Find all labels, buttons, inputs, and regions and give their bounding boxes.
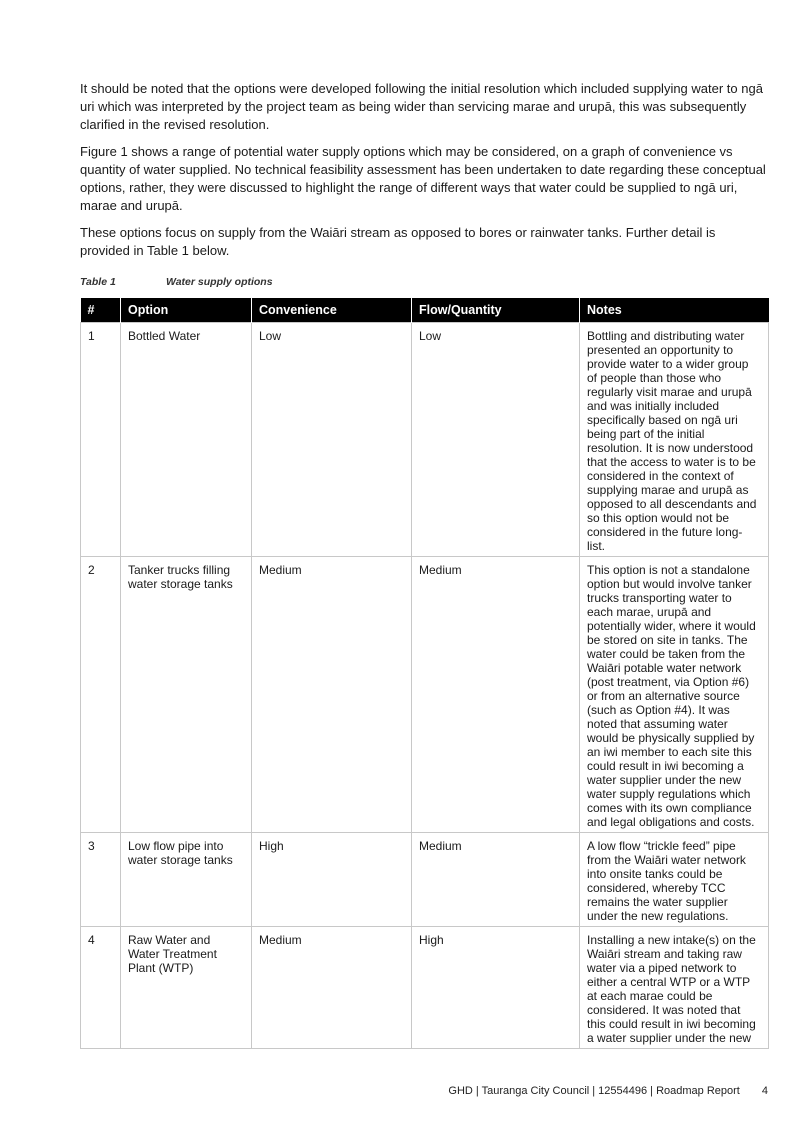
water-supply-options-table bbox=[80, 298, 769, 1049]
page-footer bbox=[448, 1085, 768, 1097]
cell-convenience: High bbox=[252, 833, 412, 927]
cell-flow: Medium bbox=[412, 557, 580, 833]
cell-option: Low flow pipe into water storage tanks bbox=[121, 833, 252, 927]
table-row bbox=[81, 557, 769, 833]
cell-option: Bottled Water bbox=[121, 323, 252, 557]
cell-number: 4 bbox=[81, 927, 121, 1049]
paragraph-2: Figure 1 shows a range of potential water supply options which may be considered, on a graph of convenience vs quantity of water supplied. No technical feasibility assessment has been undertaken to date regarding these conceptual options, rather, they were discussed to highlight the range of different ways that water could be supplied to ngā uri, marae and urupā. bbox=[80, 144, 766, 213]
cell-notes: This option is not a standalone option but would involve tanker trucks transporting water to each marae, urupā and potentially wider, where it would be stored on site in tanks. The water could be taken from the Waiāri potable water network (post treatment, via Option #6) or from an alternative source (such as Option #4). It was noted that assuming water would be physically supplied by an iwi member to each site this could result in iwi becoming a water supplier under the new water supply regulations which comes with its own compliance and legal obligations and costs. bbox=[580, 557, 769, 833]
cell-option: Raw Water and Water Treatment Plant (WTP) bbox=[121, 927, 252, 1049]
cell-flow: Medium bbox=[412, 833, 580, 927]
table-caption-number: Table 1 bbox=[80, 276, 116, 288]
paragraph-3: These options focus on supply from the Waiāri stream as opposed to bores or rainwater tanks. Further detail is provided in Table 1 below. bbox=[80, 225, 716, 258]
cell-option: Tanker trucks filling water storage tanks bbox=[121, 557, 252, 833]
cell-flow: Low bbox=[412, 323, 580, 557]
header-number: # bbox=[81, 298, 121, 323]
table-caption-title: Water supply options bbox=[166, 276, 273, 288]
table-row bbox=[81, 927, 769, 1049]
page-number: 4 bbox=[761, 1085, 768, 1097]
cell-flow: High bbox=[412, 927, 580, 1049]
cell-convenience: Medium bbox=[252, 927, 412, 1049]
table-row bbox=[81, 323, 769, 557]
cell-notes: A low flow “trickle feed” pipe from the Waiāri water network into onsite tanks could be considered, whereby TCC remains the water supplier under the new regulations. bbox=[580, 833, 769, 927]
cell-convenience: Medium bbox=[252, 557, 412, 833]
cell-number: 2 bbox=[81, 557, 121, 833]
page-content bbox=[80, 80, 768, 1049]
header-convenience: Convenience bbox=[252, 298, 412, 323]
cell-number: 3 bbox=[81, 833, 121, 927]
cell-convenience: Low bbox=[252, 323, 412, 557]
footer-text: GHD | Tauranga City Council | 12554496 | Roadmap Report bbox=[448, 1085, 740, 1097]
table-caption bbox=[80, 276, 768, 288]
header-option: Option bbox=[121, 298, 252, 323]
header-flow-quantity: Flow/Quantity bbox=[412, 298, 580, 323]
table-row bbox=[81, 833, 769, 927]
table-header-row bbox=[81, 298, 769, 323]
header-notes: Notes bbox=[580, 298, 769, 323]
cell-notes: Installing a new intake(s) on the Waiāri stream and taking raw water via a piped network to either a central WTP or a WTP at each marae could be considered. It was noted that this could result in iwi becoming a water supplier under the new bbox=[580, 927, 769, 1049]
cell-number: 1 bbox=[81, 323, 121, 557]
cell-notes: Bottling and distributing water presented an opportunity to provide water to a wider group of people than those who regularly visit marae and urupā and was initially included specifically based on ngā uri being part of the initial resolution. It is now understood that the access to water is to be considered in the context of supplying marae and urupā as opposed to all descendants and so this option would not be considered in the future long-list. bbox=[580, 323, 769, 557]
paragraph-1: It should be noted that the options were developed following the initial resolution which included supplying water to ngā uri which was interpreted by the project team as being wider than servicing marae and urupā, this was subsequently clarified in the revised resolution. bbox=[80, 81, 763, 132]
